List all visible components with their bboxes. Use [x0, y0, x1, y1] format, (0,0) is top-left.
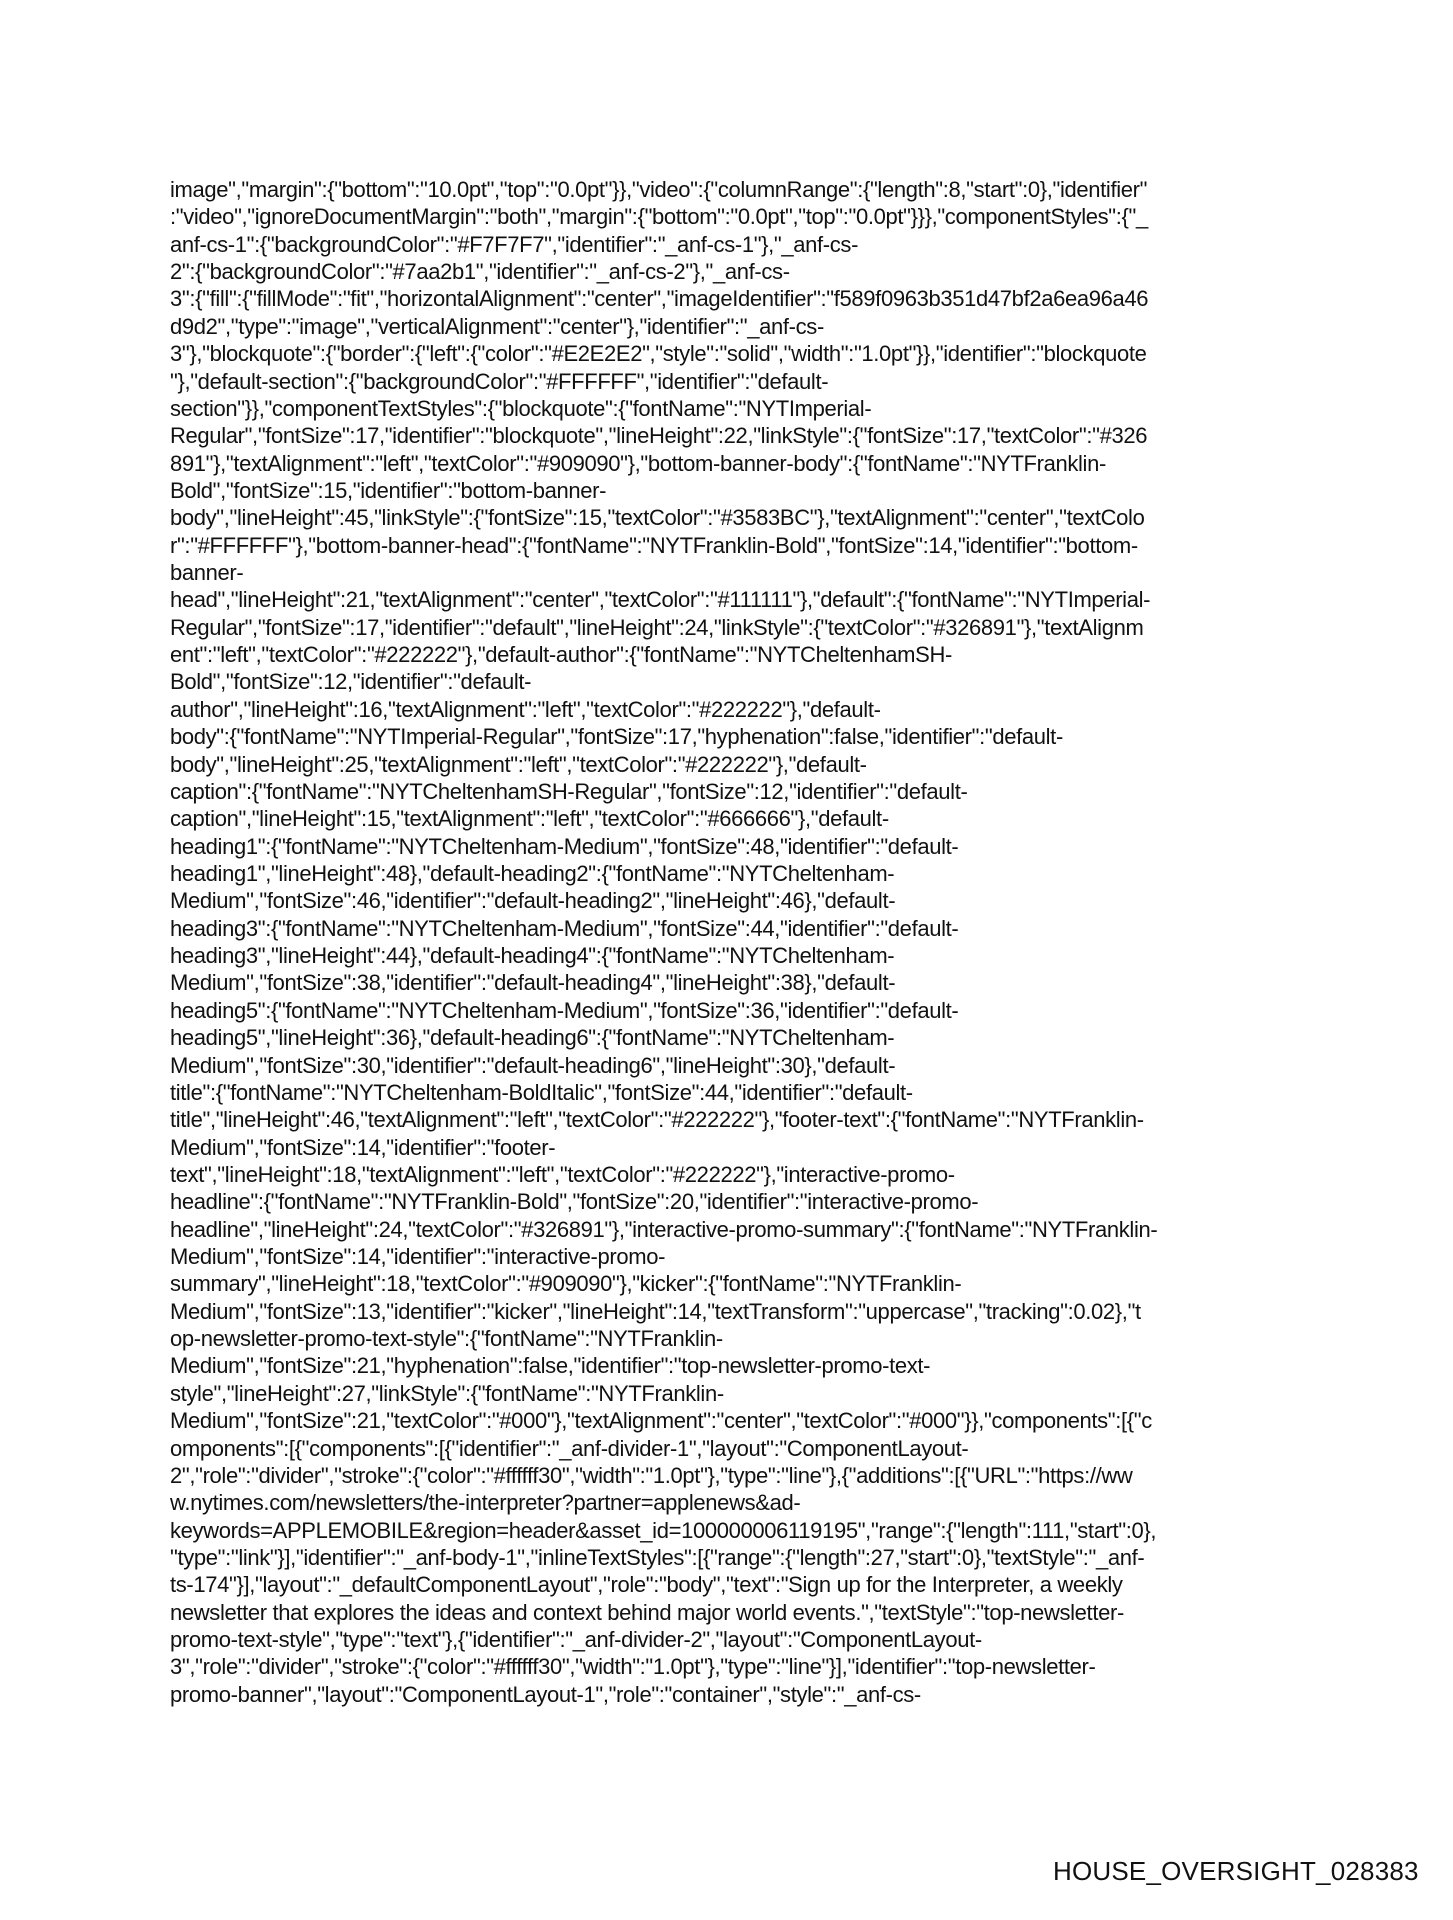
- text-line: 3":{"fill":{"fillMode":"fit","horizontalAlignment":"center","imageIdentifier":"f589f0963b351d47bf2a6ea96a46: [170, 286, 1149, 312]
- text-line: newsletter that explores the ideas and context behind major world events.","textStyle":"top-newsletter-: [170, 1599, 1124, 1625]
- text-line: headline":{"fontName":"NYTFranklin-Bold","fontSize":20,"identifier":"interactive-promo-: [170, 1189, 979, 1215]
- text-line: r":"#FFFFFF"},"bottom-banner-head":{"fontName":"NYTFranklin-Bold","fontSize":14,"identifier":"bottom-: [170, 532, 1138, 558]
- text-line: :"video","ignoreDocumentMargin":"both","margin":{"bottom":"0.0pt","top":"0.0pt"}}},"componentStyles":{"_: [170, 204, 1148, 230]
- text-line: 2":{"backgroundColor":"#7aa2b1","identifier":"_anf-cs-2"},"_anf-cs-: [170, 259, 790, 285]
- text-line: head","lineHeight":21,"textAlignment":"center","textColor":"#111111"},"default":{"fontName":"NYTImperial-: [170, 587, 1151, 613]
- text-line: heading3":{"fontName":"NYTCheltenham-Medium","fontSize":44,"identifier":"default-: [170, 915, 959, 941]
- text-line: caption","lineHeight":15,"textAlignment":"left","textColor":"#666666"},"default-: [170, 806, 889, 832]
- text-line: Regular","fontSize":17,"identifier":"blockquote","lineHeight":22,"linkStyle":{"fontSize":17,"textColor":"#326: [170, 423, 1148, 449]
- text-line: anf-cs-1":{"backgroundColor":"#F7F7F7","identifier":"_anf-cs-1"},"_anf-cs-: [170, 231, 859, 257]
- text-line: body":{"fontName":"NYTImperial-Regular","fontSize":17,"hyphenation":false,"identifier":"default-: [170, 724, 1063, 750]
- text-line: Medium","fontSize":21,"hyphenation":false,"identifier":"top-newsletter-promo-text-: [170, 1353, 931, 1379]
- text-line: caption":{"fontName":"NYTCheltenhamSH-Regular","fontSize":12,"identifier":"default-: [170, 778, 968, 804]
- text-line: ent":"left","textColor":"#222222"},"default-author":{"fontName":"NYTCheltenhamSH-: [170, 642, 952, 668]
- text-line: Bold","fontSize":12,"identifier":"default-: [170, 669, 532, 695]
- text-line: Medium","fontSize":30,"identifier":"default-heading6","lineHeight":30},"default-: [170, 1052, 896, 1078]
- text-line: Medium","fontSize":21,"textColor":"#000"},"textAlignment":"center","textColor":"#000"}},"components":[{"c: [170, 1408, 1152, 1434]
- text-line: banner-: [170, 560, 244, 586]
- text-line: heading3","lineHeight":44},"default-heading4":{"fontName":"NYTCheltenham-: [170, 943, 895, 969]
- text-line: section"}},"componentTextStyles":{"blockquote":{"fontName":"NYTImperial-: [170, 395, 872, 421]
- text-line: Bold","fontSize":15,"identifier":"bottom-banner-: [170, 477, 607, 503]
- text-line: keywords=APPLEMOBILE&region=header&asset_id=100000006119195","range":{"length":111,"start":0},: [170, 1517, 1157, 1543]
- bates-stamp: HOUSE_OVERSIGHT_028383: [1053, 1856, 1419, 1886]
- text-line: "type":"link"}],"identifier":"_anf-body-1","inlineTextStyles":[{"range":{"length":27,"start":0},"textStyle":"_anf-: [170, 1544, 1145, 1570]
- text-line: heading1","lineHeight":48},"default-heading2":{"fontName":"NYTCheltenham-: [170, 860, 895, 886]
- text-line: title":{"fontName":"NYTCheltenham-BoldItalic","fontSize":44,"identifier":"default-: [170, 1079, 913, 1105]
- text-line: author","lineHeight":16,"textAlignment":"left","textColor":"#222222"},"default-: [170, 696, 881, 722]
- text-line: op-newsletter-promo-text-style":{"fontName":"NYTFranklin-: [170, 1326, 723, 1352]
- text-line: omponents":[{"components":[{"identifier":"_anf-divider-1","layout":"ComponentLayout-: [170, 1435, 969, 1461]
- text-line: Medium","fontSize":38,"identifier":"default-heading4","lineHeight":38},"default-: [170, 970, 896, 996]
- text-line: d9d2","type":"image","verticalAlignment":"center"},"identifier":"_anf-cs-: [170, 313, 824, 339]
- text-line: title","lineHeight":46,"textAlignment":"left","textColor":"#222222"},"footer-text":{"fontName":"NYTFranklin-: [170, 1107, 1144, 1133]
- text-line: promo-text-style","type":"text"},{"identifier":"_anf-divider-2","layout":"ComponentLayout-: [170, 1627, 982, 1653]
- text-line: image","margin":{"bottom":"10.0pt","top":"0.0pt"}},"video":{"columnRange":{"length":8,"start":0},"identifier": [170, 177, 1148, 202]
- text-line: Medium","fontSize":13,"identifier":"kicker","lineHeight":14,"textTransform":"uppercase","tracking":0.02},"t: [170, 1298, 1141, 1324]
- text-line: body","lineHeight":25,"textAlignment":"left","textColor":"#222222"},"default-: [170, 751, 867, 777]
- text-line: Medium","fontSize":14,"identifier":"interactive-promo-: [170, 1244, 666, 1270]
- text-line: 3"},"blockquote":{"border":{"left":{"color":"#E2E2E2","style":"solid","width":"1.0pt"}},"identifier":"blockquote: [170, 341, 1147, 367]
- text-line: promo-banner","layout":"ComponentLayout-1","role":"container","style":"_anf-cs-: [170, 1681, 921, 1707]
- text-line: Regular","fontSize":17,"identifier":"default","lineHeight":24,"linkStyle":{"textColor":"#326891"},"textAlignm: [170, 614, 1144, 640]
- text-line: text","lineHeight":18,"textAlignment":"left","textColor":"#222222"},"interactive-promo-: [170, 1161, 955, 1187]
- text-line: style","lineHeight":27,"linkStyle":{"fontName":"NYTFranklin-: [170, 1380, 724, 1406]
- text-line: heading5":{"fontName":"NYTCheltenham-Medium","fontSize":36,"identifier":"default-: [170, 997, 959, 1023]
- text-line: heading5","lineHeight":36},"default-heading6":{"fontName":"NYTCheltenham-: [170, 1025, 895, 1051]
- text-line: heading1":{"fontName":"NYTCheltenham-Medium","fontSize":48,"identifier":"default-: [170, 833, 959, 859]
- text-line: body","lineHeight":45,"linkStyle":{"fontSize":15,"textColor":"#3583BC"},"textAlignment":"center","textColo: [170, 505, 1145, 531]
- text-line: 3","role":"divider","stroke":{"color":"#ffffff30","width":"1.0pt"},"type":"line"}],"identifier":"top-newsletter-: [170, 1654, 1096, 1680]
- document-body-text: [170, 176, 1290, 1708]
- text-line: 891"},"textAlignment":"left","textColor":"#909090"},"bottom-banner-body":{"fontName":"NYTFranklin-: [170, 450, 1106, 476]
- text-line: summary","lineHeight":18,"textColor":"#909090"},"kicker":{"fontName":"NYTFranklin-: [170, 1271, 962, 1297]
- text-line: w.nytimes.com/newsletters/the-interpreter?partner=applenews&ad-: [170, 1490, 801, 1516]
- text-line: "},"default-section":{"backgroundColor":"#FFFFFF","identifier":"default-: [170, 368, 829, 394]
- text-line: 2","role":"divider","stroke":{"color":"#ffffff30","width":"1.0pt"},"type":"line"},{"additions":[{"URL":"https://ww: [170, 1462, 1133, 1488]
- text-line: Medium","fontSize":46,"identifier":"default-heading2","lineHeight":46},"default-: [170, 888, 896, 914]
- text-line: ts-174"}],"layout":"_defaultComponentLayout","role":"body","text":"Sign up for the Interpreter, a weekly: [170, 1572, 1123, 1598]
- text-line: headline","lineHeight":24,"textColor":"#326891"},"interactive-promo-summary":{"fontName":"NYTFranklin-: [170, 1216, 1158, 1242]
- text-line: Medium","fontSize":14,"identifier":"footer-: [170, 1134, 556, 1160]
